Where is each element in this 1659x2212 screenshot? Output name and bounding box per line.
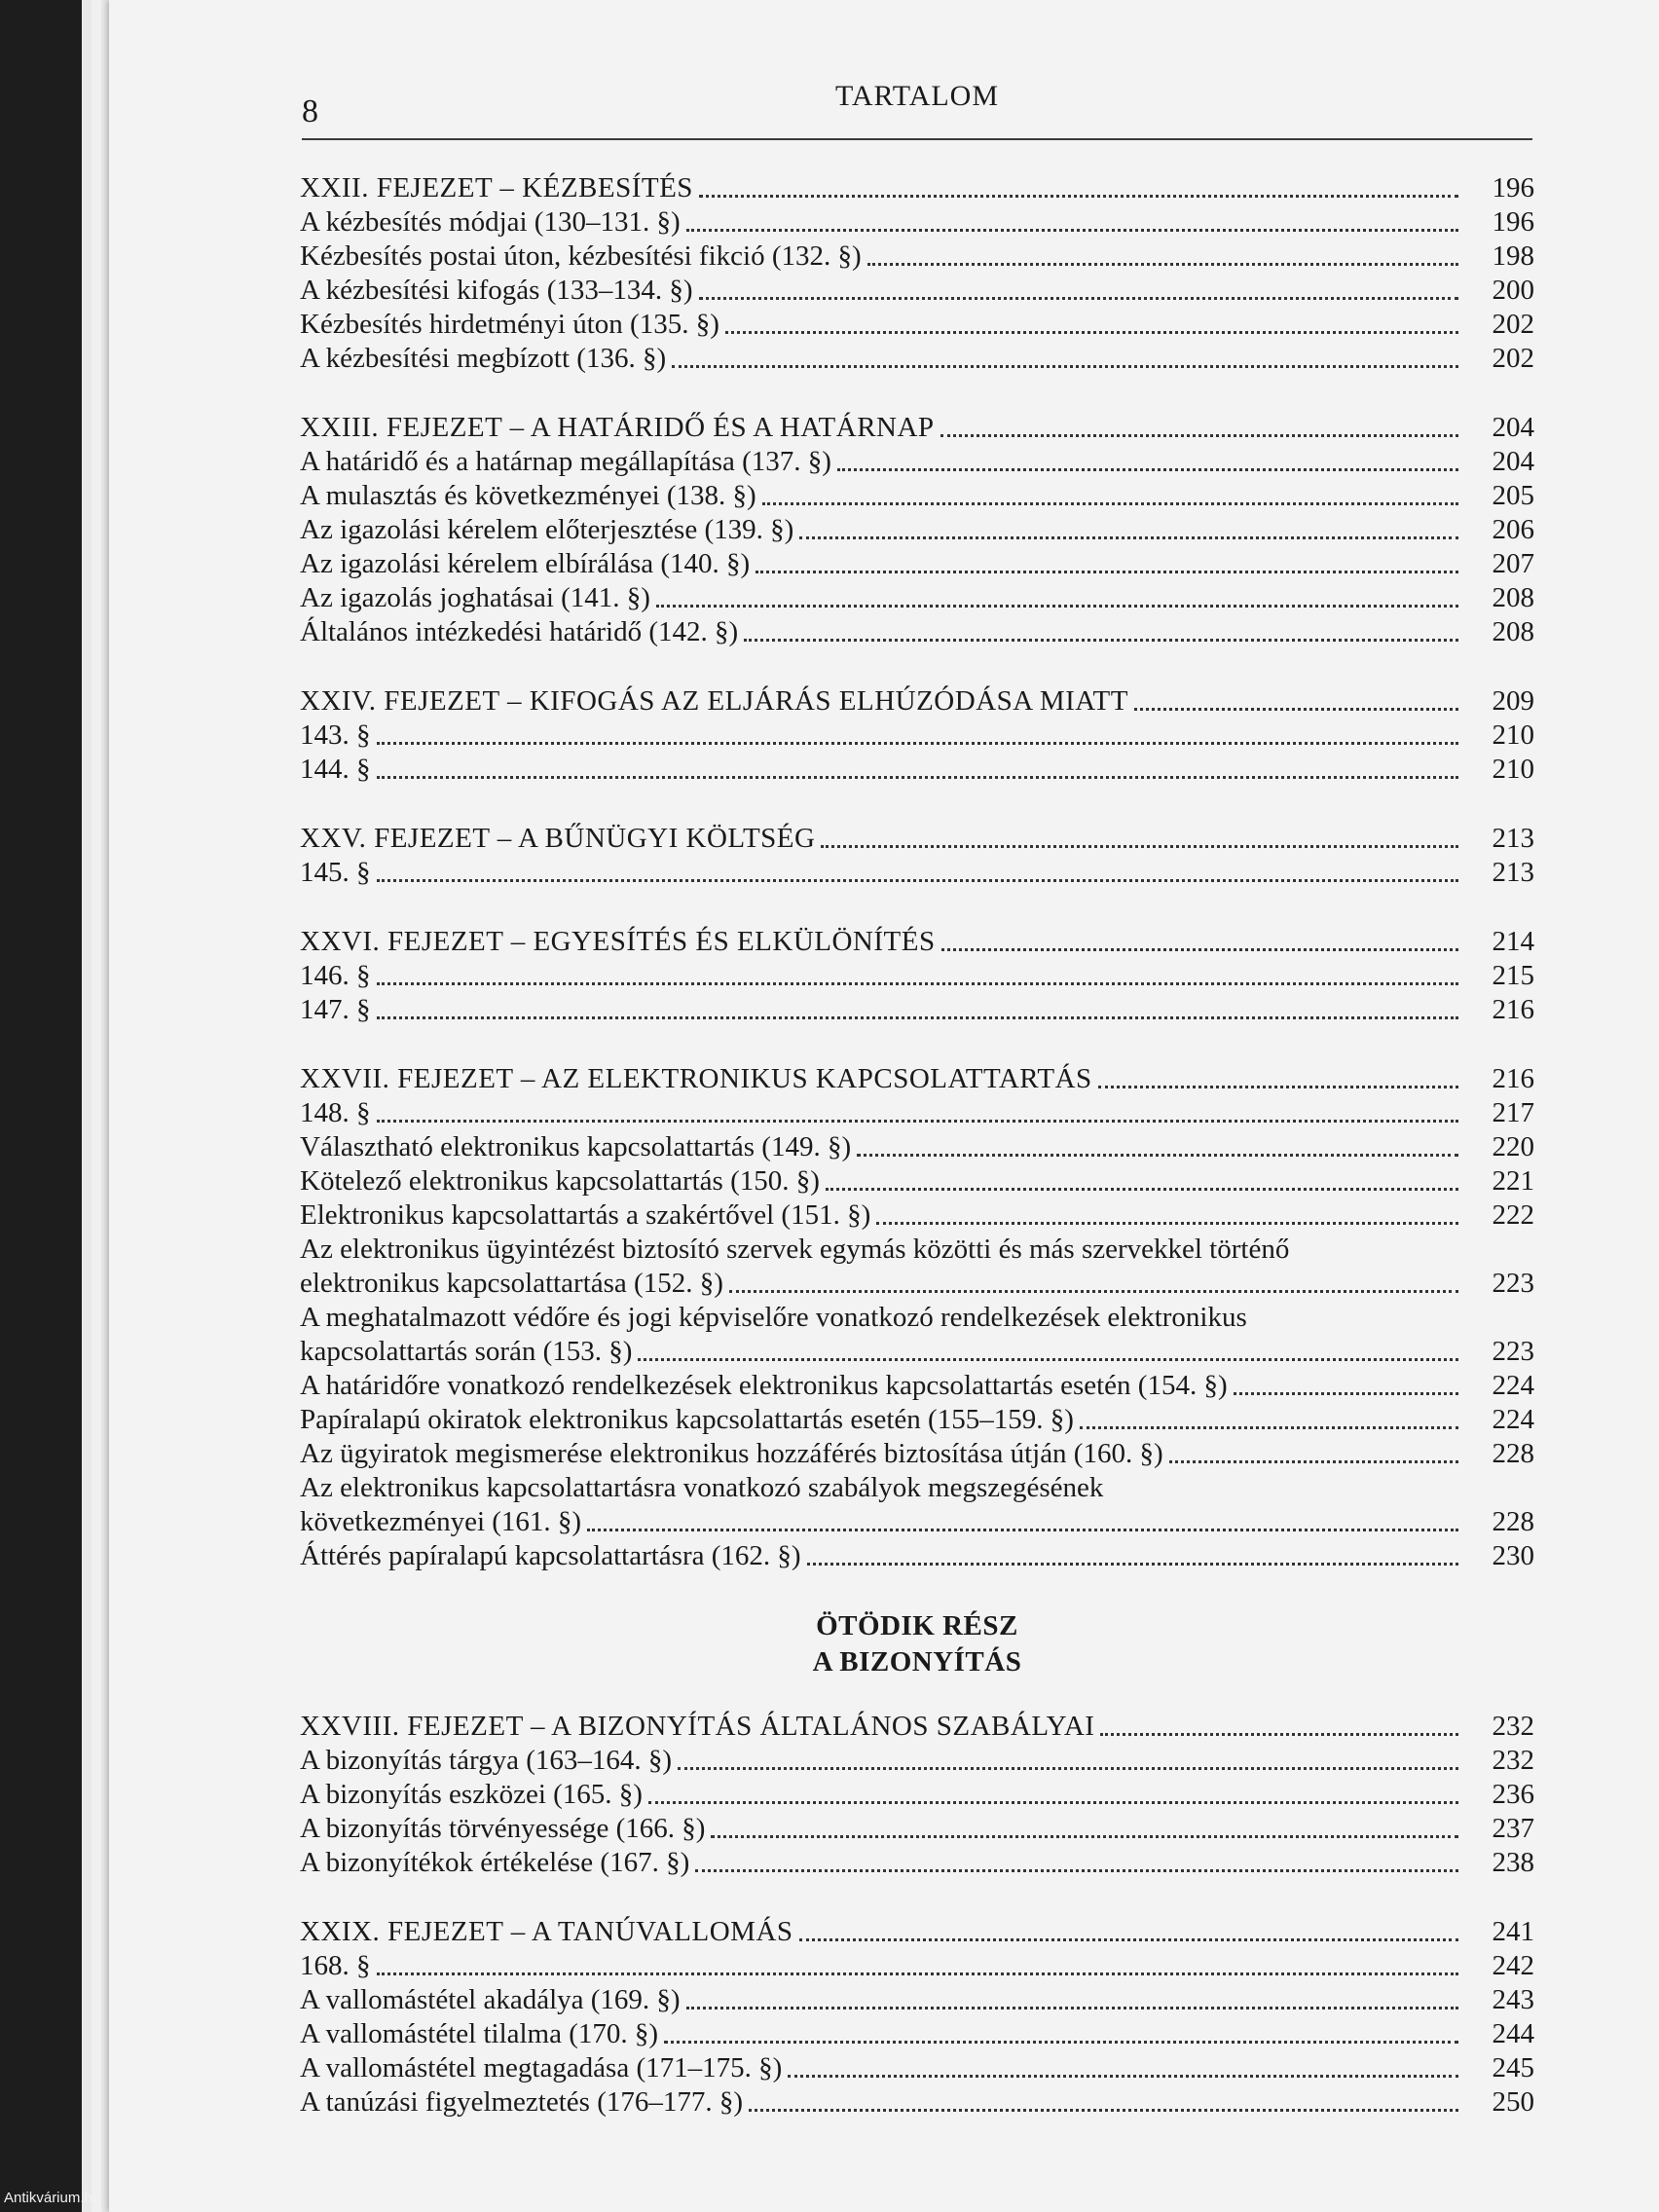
toc-title: Az ügyiratok megismerése elektronikus hozzáférés biztosítása útján (160. §) <box>300 1438 1163 1469</box>
toc-title: Kézbesítés postai úton, kézbesítési fikció (132. §) <box>300 240 862 272</box>
toc-page-number: 200 <box>1492 275 1534 306</box>
toc-entry <box>300 479 1534 513</box>
toc-section <box>300 171 1534 376</box>
toc-page-number: 232 <box>1492 1745 1534 1776</box>
toc-entry <box>300 753 1534 787</box>
toc-page-number: 244 <box>1492 2018 1534 2049</box>
toc-title: XXIX. FEJEZET – A TANÚVALLOMÁS <box>300 1916 793 1947</box>
dot-leader <box>711 1835 1458 1838</box>
toc-page-number: 236 <box>1492 1779 1534 1810</box>
dot-leader <box>749 2109 1458 2112</box>
toc-title: XXVII. FEJEZET – AZ ELEKTRONIKUS KAPCSOLATTARTÁS <box>300 1063 1092 1094</box>
running-title: TARTALOM <box>834 80 1000 112</box>
toc-entry <box>300 1369 1534 1403</box>
dot-leader <box>377 1016 1459 1019</box>
dot-leader <box>377 1972 1459 1975</box>
toc-entry <box>300 2017 1534 2051</box>
toc-entry <box>300 1130 1534 1164</box>
dot-leader <box>807 1563 1458 1566</box>
toc-page-number: 214 <box>1492 926 1534 957</box>
toc-title: Áttérés papíralapú kapcsolattartásra (162. §) <box>300 1540 801 1571</box>
toc-page-number: 232 <box>1492 1711 1534 1742</box>
dot-leader <box>756 571 1458 573</box>
toc-title: 144. § <box>300 754 371 785</box>
toc-page-number: 245 <box>1492 2052 1534 2083</box>
table-of-contents <box>300 171 1534 2155</box>
toc-title: 146. § <box>300 960 371 991</box>
dot-leader <box>672 365 1458 368</box>
toc-entry <box>300 513 1534 547</box>
toc-title: XXVIII. FEJEZET – A BIZONYÍTÁS ÁLTALÁNOS SZABÁLYAI <box>300 1711 1095 1742</box>
toc-page-number: 204 <box>1492 446 1534 477</box>
toc-entry <box>300 719 1534 753</box>
toc-entry <box>300 1744 1534 1778</box>
toc-entry <box>300 993 1534 1027</box>
toc-page-number: 206 <box>1492 514 1534 545</box>
dot-leader <box>1098 1086 1458 1088</box>
toc-page-number: 213 <box>1492 857 1534 888</box>
dot-leader <box>941 948 1458 951</box>
toc-page-number: 217 <box>1492 1097 1534 1128</box>
dot-leader <box>876 1222 1458 1225</box>
dot-leader <box>729 1290 1458 1293</box>
toc-page-number: 241 <box>1492 1916 1534 1947</box>
toc-page-number: 237 <box>1492 1813 1534 1844</box>
dot-leader <box>1080 1426 1458 1429</box>
dot-leader <box>826 1188 1458 1191</box>
toc-title: 148. § <box>300 1097 371 1128</box>
toc-page-number: 196 <box>1492 172 1534 203</box>
page-header <box>302 74 1532 140</box>
toc-title: A kézbesítés módjai (130–131. §) <box>300 206 681 238</box>
dot-leader <box>686 2007 1458 2009</box>
toc-page-number: 209 <box>1492 685 1534 717</box>
toc-section <box>300 684 1534 787</box>
dot-leader <box>799 536 1458 539</box>
toc-page-number: 238 <box>1492 1847 1534 1878</box>
dot-leader <box>744 639 1458 642</box>
toc-title: Választható elektronikus kapcsolattartás (149. §) <box>300 1131 852 1162</box>
toc-page-number: 216 <box>1492 994 1534 1025</box>
toc-title: XXII. FEJEZET – KÉZBESÍTÉS <box>300 172 693 203</box>
toc-title: 143. § <box>300 719 371 751</box>
toc-entry <box>300 959 1534 993</box>
toc-page-number: 220 <box>1492 1131 1534 1162</box>
toc-title: kapcsolattartás során (153. §) <box>300 1336 633 1367</box>
toc-page-number: 228 <box>1492 1506 1534 1537</box>
toc-title: Az igazolás joghatásai (141. §) <box>300 582 650 613</box>
toc-entry <box>300 1164 1534 1198</box>
dot-leader <box>857 1154 1458 1157</box>
toc-entry <box>300 1539 1534 1573</box>
dot-leader <box>725 331 1458 334</box>
toc-title: Kötelező elektronikus kapcsolattartás (150. §) <box>300 1165 820 1197</box>
toc-page-number: 198 <box>1492 240 1534 272</box>
chapter-heading <box>300 822 1534 856</box>
dot-leader <box>377 776 1459 779</box>
toc-section <box>300 925 1534 1027</box>
chapter-heading <box>300 1062 1534 1096</box>
toc-page-number: 213 <box>1492 823 1534 854</box>
toc-page-number: 223 <box>1492 1268 1534 1299</box>
toc-title: Az igazolási kérelem előterjesztése (139. §) <box>300 514 794 545</box>
toc-entry <box>300 342 1534 376</box>
dot-leader <box>377 879 1459 882</box>
toc-title: Elektronikus kapcsolattartás a szakértővel (151. §) <box>300 1199 871 1231</box>
toc-title: A vallomástétel megtagadása (171–175. §) <box>300 2052 783 2083</box>
toc-title: A bizonyítékok értékelése (167. §) <box>300 1847 690 1878</box>
toc-title: A vallomástétel akadálya (169. §) <box>300 1984 681 2015</box>
chapter-heading <box>300 1710 1534 1744</box>
dot-leader <box>638 1358 1458 1361</box>
toc-entry <box>300 1846 1534 1880</box>
dot-leader <box>587 1529 1458 1531</box>
dot-leader <box>699 297 1458 300</box>
toc-title: A bizonyítás törvényessége (166. §) <box>300 1813 706 1844</box>
toc-page-number: 221 <box>1492 1165 1534 1197</box>
toc-title: elektronikus kapcsolattartása (152. §) <box>300 1268 723 1299</box>
chapter-heading <box>300 925 1534 959</box>
toc-entry <box>300 856 1534 890</box>
toc-page-number: 202 <box>1492 309 1534 340</box>
part-subtitle: A BIZONYÍTÁS <box>812 1646 1022 1677</box>
dot-leader <box>1169 1460 1458 1463</box>
dot-leader <box>678 1767 1458 1770</box>
dot-leader <box>762 502 1458 505</box>
toc-page-number: 242 <box>1492 1950 1534 1981</box>
toc-page-number: 228 <box>1492 1438 1534 1469</box>
toc-entry <box>300 2051 1534 2085</box>
toc-entry <box>300 1403 1534 1437</box>
dot-leader <box>686 229 1458 232</box>
toc-title: A vallomástétel tilalma (170. §) <box>300 2018 659 2049</box>
toc-entry-line: A meghatalmazott védőre és jogi képviselőre vonatkozó rendelkezések elektronikus <box>300 1302 1247 1333</box>
toc-page-number: 205 <box>1492 480 1534 511</box>
dot-leader <box>377 742 1459 745</box>
toc-page-number: 207 <box>1492 548 1534 579</box>
toc-entry <box>300 2085 1534 2120</box>
toc-title: 145. § <box>300 857 371 888</box>
toc-entry <box>300 240 1534 274</box>
toc-title: A bizonyítás tárgya (163–164. §) <box>300 1745 673 1776</box>
toc-entry <box>300 1335 1534 1369</box>
toc-entry-line: Az elektronikus kapcsolattartásra vonatkozó szabályok megszegésének <box>300 1472 1104 1503</box>
toc-title: A mulasztás és következményei (138. §) <box>300 480 756 511</box>
dot-leader <box>695 1869 1458 1872</box>
toc-page-number: 210 <box>1492 754 1534 785</box>
page-number: 8 <box>302 93 318 129</box>
toc-section <box>300 1062 1534 1573</box>
toc-section <box>300 411 1534 649</box>
toc-section <box>300 1710 1534 1880</box>
dot-leader <box>1234 1392 1458 1395</box>
toc-page-number: 196 <box>1492 206 1534 238</box>
toc-page-number: 208 <box>1492 582 1534 613</box>
toc-page-number: 250 <box>1492 2086 1534 2118</box>
toc-title: Kézbesítés hirdetményi úton (135. §) <box>300 309 719 340</box>
toc-title: 168. § <box>300 1950 371 1981</box>
toc-title: XXV. FEJEZET – A BŰNÜGYI KÖLTSÉG <box>300 823 816 854</box>
dot-leader <box>837 468 1458 471</box>
dot-leader <box>656 605 1458 608</box>
toc-title: XXIV. FEJEZET – KIFOGÁS AZ ELJÁRÁS ELHÚZÓDÁSA MIATT <box>300 685 1128 717</box>
toc-entry <box>300 1096 1534 1130</box>
toc-entry <box>300 205 1534 240</box>
toc-page-number: 208 <box>1492 616 1534 647</box>
watermark: Antikvárium.hu <box>4 2190 101 2206</box>
dot-leader <box>940 434 1458 437</box>
toc-page-number: 243 <box>1492 1984 1534 2015</box>
dot-leader <box>1134 708 1458 711</box>
toc-title: A határidőre vonatkozó rendelkezések elektronikus kapcsolattartás esetén (154. §) <box>300 1370 1228 1401</box>
toc-title: Az igazolási kérelem elbírálása (140. §) <box>300 548 751 579</box>
toc-page-number: 224 <box>1492 1370 1534 1401</box>
toc-entry <box>300 615 1534 649</box>
dot-leader <box>377 982 1459 985</box>
dot-leader <box>799 1938 1458 1941</box>
toc-entry <box>300 1812 1534 1846</box>
toc-entry <box>300 581 1534 615</box>
toc-title: A tanúzási figyelmeztetés (176–177. §) <box>300 2086 744 2118</box>
toc-section <box>300 822 1534 890</box>
toc-entry <box>300 1198 1534 1233</box>
dot-leader <box>648 1801 1458 1804</box>
toc-title: A bizonyítás eszközei (165. §) <box>300 1779 643 1810</box>
toc-title: A kézbesítési kifogás (133–134. §) <box>300 275 693 306</box>
toc-entry <box>300 308 1534 342</box>
dot-leader <box>788 2075 1458 2078</box>
toc-page-number: 224 <box>1492 1404 1534 1435</box>
chapter-heading <box>300 411 1534 445</box>
toc-page-number: 215 <box>1492 960 1534 991</box>
toc-entry <box>300 1505 1534 1539</box>
toc-entry <box>300 445 1534 479</box>
chapter-heading <box>300 171 1534 205</box>
toc-entry <box>300 1778 1534 1812</box>
toc-entry <box>300 547 1534 581</box>
toc-title: Papíralapú okiratok elektronikus kapcsolattartás esetén (155–159. §) <box>300 1404 1074 1435</box>
toc-entry <box>300 1983 1534 2017</box>
toc-title: 147. § <box>300 994 371 1025</box>
toc-page-number: 223 <box>1492 1336 1534 1367</box>
toc-title: Általános intézkedési határidő (142. §) <box>300 616 739 647</box>
dot-leader <box>867 263 1458 266</box>
toc-page-number: 216 <box>1492 1063 1534 1094</box>
toc-page-number: 202 <box>1492 343 1534 374</box>
toc-entry <box>300 1949 1534 1983</box>
toc-entry <box>300 274 1534 308</box>
toc-title: XXIII. FEJEZET – A HATÁRIDŐ ÉS A HATÁRNAP <box>300 412 935 443</box>
toc-section <box>300 1915 1534 2120</box>
toc-title: A kézbesítési megbízott (136. §) <box>300 343 667 374</box>
toc-entry <box>300 1437 1534 1471</box>
toc-entry-line: Az elektronikus ügyintézést biztosító szervek egymás közötti és más szervekkel történő <box>300 1234 1290 1265</box>
part-title: ÖTÖDIK RÉSZ <box>816 1610 1018 1641</box>
toc-page-number: 222 <box>1492 1199 1534 1231</box>
toc-title: XXVI. FEJEZET – EGYESÍTÉS ÉS ELKÜLÖNÍTÉS <box>300 926 936 957</box>
toc-page-number: 210 <box>1492 719 1534 751</box>
dot-leader <box>1100 1733 1458 1736</box>
chapter-heading <box>300 1915 1534 1949</box>
toc-entry <box>300 1267 1534 1301</box>
dot-leader <box>821 845 1458 848</box>
toc-page-number: 204 <box>1492 412 1534 443</box>
chapter-heading <box>300 684 1534 719</box>
toc-page-number: 230 <box>1492 1540 1534 1571</box>
dot-leader <box>699 195 1458 198</box>
toc-title: következményei (161. §) <box>300 1506 582 1537</box>
toc-title: A határidő és a határnap megállapítása (137. §) <box>300 446 831 477</box>
part-heading <box>300 1608 1534 1680</box>
dot-leader <box>664 2041 1458 2044</box>
dot-leader <box>377 1120 1459 1123</box>
